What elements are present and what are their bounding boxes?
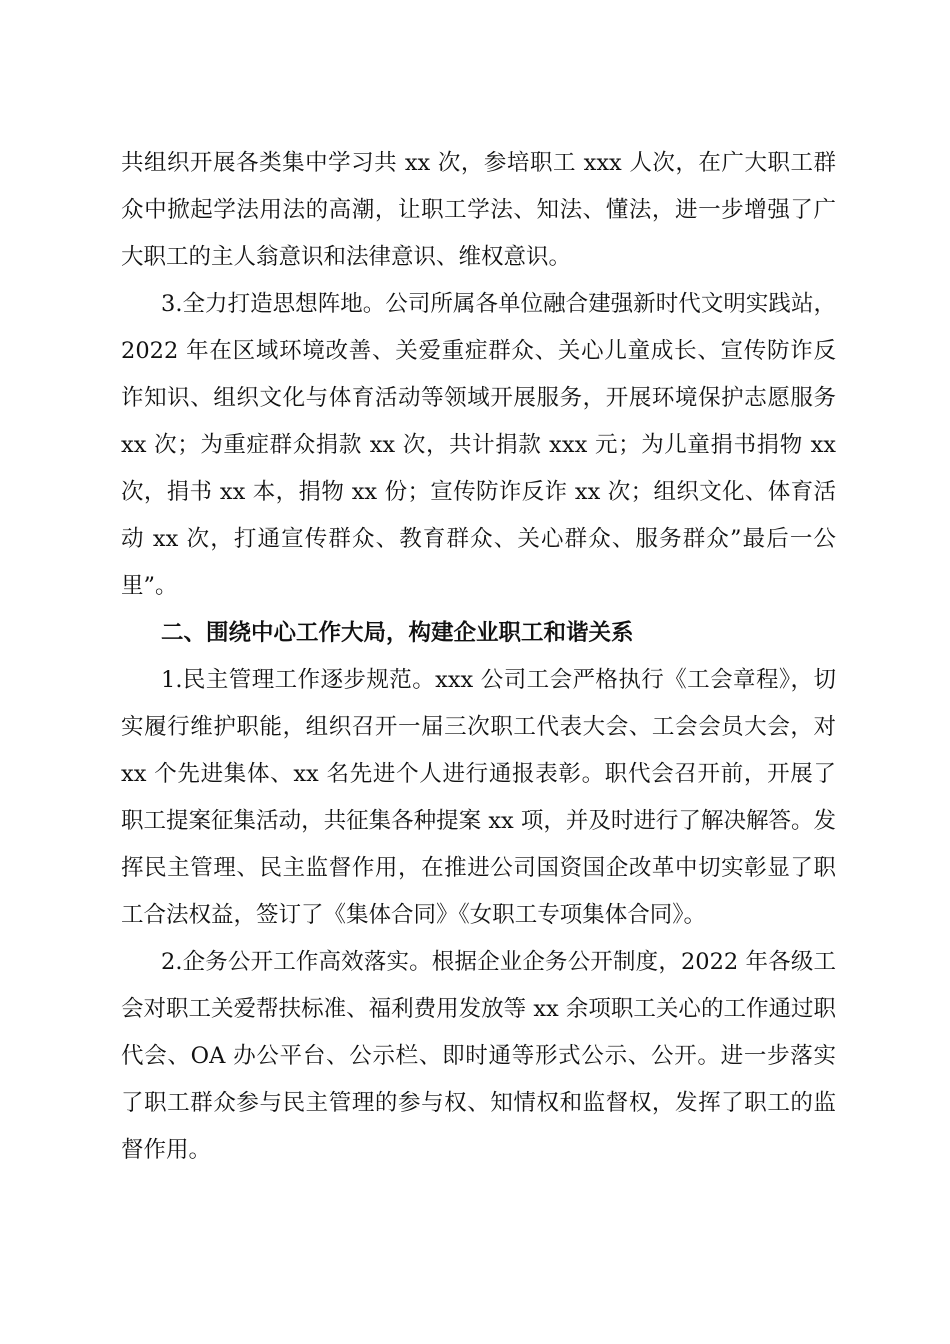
paragraph-enterprise-disclosure: 2.企务公开工作高效落实。根据企业企务公开制度，2022 年各级工会对职工关爱帮扶标准、福利费用发放等 xx 余项职工关心的工作通过职代会、OA 办公平台、公示栏、即时通等形式公示、公开。进一步落实了职工群众参与民主管理的参与权、知情权和监督权，发挥了职工的监督作用。 (121, 949, 836, 1163)
document-body (121, 140, 836, 1174)
paragraph-ideological-position: 3.全力打造思想阵地。公司所属各单位融合建强新时代文明实践站，2022 年在区域环境改善、关爱重症群众、关心儿童成长、宣传防诈反诈知识、组织文化与体育活动等领域开展服务，开展环境保护志愿服务 xx 次；为重症群众捐款 xx 次，共计捐款 xxx 元；为儿童捐书捐物 xx 次，捐书 xx 本，捐物 xx 份；宣传防诈反诈 xx 次；组织文化、体育活动 xx 次，打通宣传群众、教育群众、关心群众、服务群众”最后一公里”。 (121, 291, 836, 599)
section-heading: 二、围绕中心工作大局，构建企业职工和谐关系 (161, 620, 634, 646)
paragraph-democratic-management: 1.民主管理工作逐步规范。xxx 公司工会严格执行《工会章程》，切实履行维护职能，组织召开一届三次职工代表大会、工会会员大会，对 xx 个先进集体、xx 名先进个人进行通报表彰。职代会召开前，开展了职工提案征集活动，共征集各种提案 xx 项，并及时进行了解决解答。发挥民主管理、民主监督作用，在推进公司国资国企改革中切实彰显了职工合法权益，签订了《集体合同》《女职工专项集体合同》。 (121, 667, 836, 928)
paragraph-legal-study: 共组织开展各类集中学习共 xx 次，参培职工 xxx 人次，在广大职工群众中掀起学法用法的高潮，让职工学法、知法、懂法，进一步增强了广大职工的主人翁意识和法律意识、维权意识。 (121, 150, 836, 270)
